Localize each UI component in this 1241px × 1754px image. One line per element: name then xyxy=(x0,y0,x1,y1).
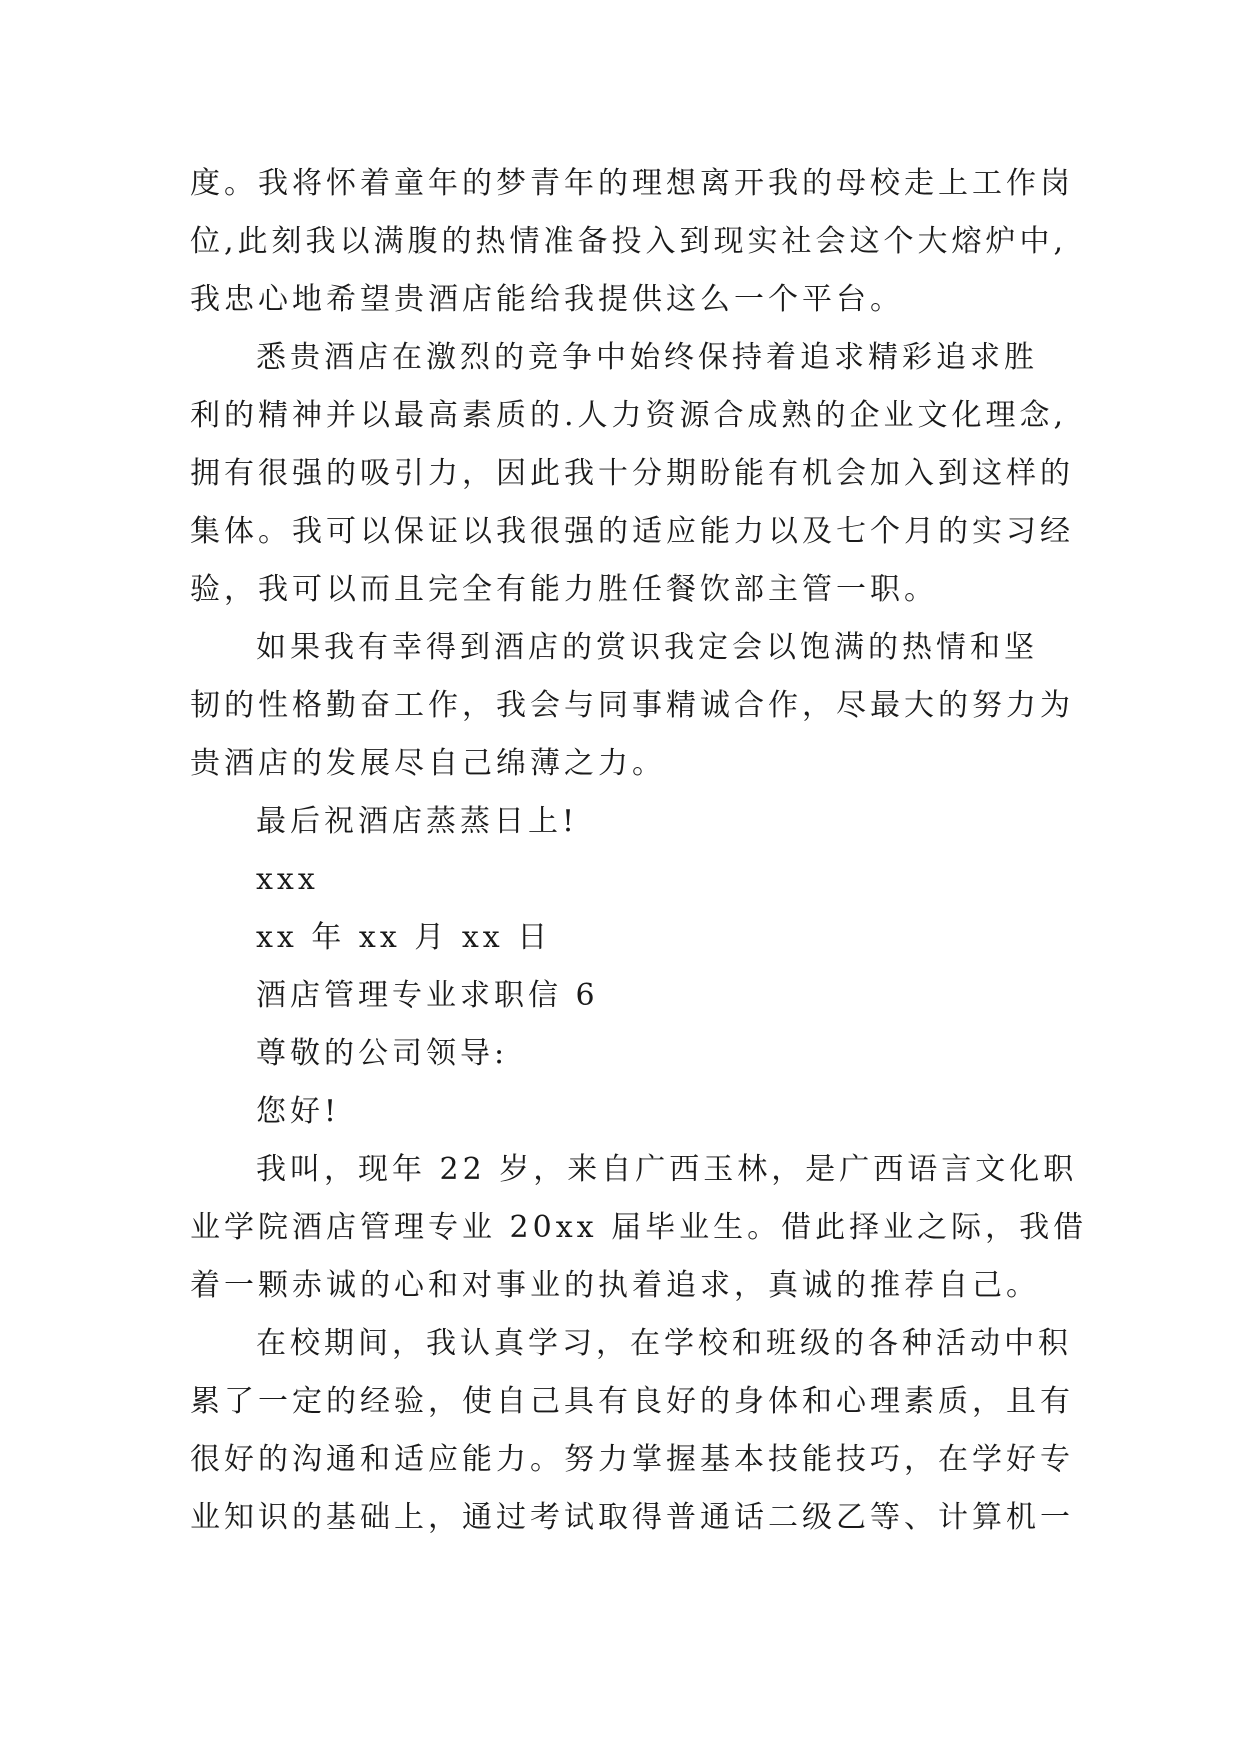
text-line: 业学院酒店管理专业 20xx 届毕业生。借此择业之际，我借 xyxy=(190,1210,1088,1245)
text-line: 业知识的基础上，通过考试取得普通话二级乙等、计算机一 xyxy=(190,1500,1074,1535)
text-line: 集体。我可以保证以我很强的适应能力以及七个月的实习经 xyxy=(190,514,1074,549)
text-line: 累了一定的经验，使自己具有良好的身体和心理素质，且有 xyxy=(190,1384,1074,1419)
paragraph-first-line: 如果我有幸得到酒店的赏识我定会以饱满的热情和坚 xyxy=(256,630,1038,665)
text-line: 着一颗赤诚的心和对事业的执着追求，真诚的推荐自己。 xyxy=(190,1268,1040,1303)
text-line: 贵酒店的发展尽自己绵薄之力。 xyxy=(190,746,666,781)
text-line: 韧的性格勤奋工作，我会与同事精诚合作，尽最大的努力为 xyxy=(190,688,1074,723)
salutation: 尊敬的公司领导: xyxy=(256,1036,509,1071)
signature-date: xx 年 xx 月 xx 日 xyxy=(256,920,552,955)
greeting: 您好! xyxy=(256,1094,341,1129)
text-line: 验，我可以而且完全有能力胜任餐饮部主管一职。 xyxy=(190,572,938,607)
text-line: 拥有很强的吸引力，因此我十分期盼能有机会加入到这样的 xyxy=(190,456,1074,491)
letter-title: 酒店管理专业求职信 6 xyxy=(256,978,599,1013)
signature-name: xxx xyxy=(256,862,319,897)
text-line: 度。我将怀着童年的梦青年的理想离开我的母校走上工作岗 xyxy=(190,166,1074,201)
text-line: 我忠心地希望贵酒店能给我提供这么一个平台。 xyxy=(190,282,904,317)
paragraph-first-line: 在校期间，我认真学习，在学校和班级的各种活动中积 xyxy=(256,1326,1072,1361)
text-line: 很好的沟通和适应能力。努力掌握基本技能技巧，在学好专 xyxy=(190,1442,1074,1477)
text-line: 利的精神并以最高素质的.人力资源合成熟的企业文化理念, xyxy=(190,398,1068,433)
paragraph-first-line: 悉贵酒店在激烈的竞争中始终保持着追求精彩追求胜 xyxy=(256,340,1038,375)
paragraph-first-line: 我叫，现年 22 岁，来自广西玉林，是广西语言文化职 xyxy=(256,1152,1078,1187)
closing-wish: 最后祝酒店蒸蒸日上! xyxy=(256,804,579,839)
text-line: 位,此刻我以满腹的热情准备投入到现实社会这个大熔炉中, xyxy=(190,224,1068,259)
